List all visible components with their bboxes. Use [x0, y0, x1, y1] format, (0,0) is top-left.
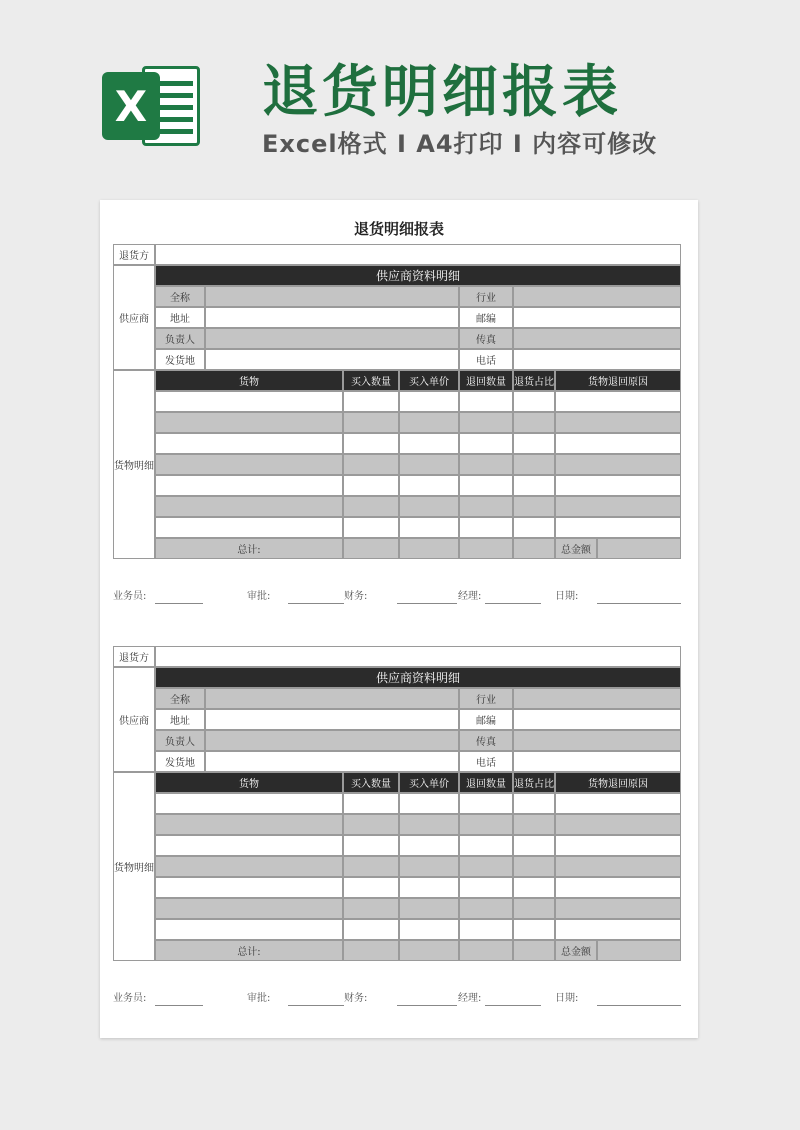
- supplier-field-label: 邮编: [459, 709, 513, 730]
- goods-cell[interactable]: [459, 475, 513, 496]
- goods-cell[interactable]: [555, 496, 681, 517]
- goods-cell[interactable]: [513, 454, 555, 475]
- supplier-field-input[interactable]: [205, 286, 459, 307]
- goods-cell[interactable]: [513, 475, 555, 496]
- goods-cell[interactable]: [155, 517, 343, 538]
- goods-cell[interactable]: [513, 793, 555, 814]
- goods-cell[interactable]: [555, 391, 681, 412]
- excel-logo: [102, 58, 202, 150]
- supplier-field-label: 传真: [459, 730, 513, 751]
- goods-cell[interactable]: [343, 835, 399, 856]
- goods-cell[interactable]: [155, 877, 343, 898]
- signature-line[interactable]: [485, 1005, 541, 1006]
- signature-line[interactable]: [485, 603, 541, 604]
- goods-cell[interactable]: [343, 898, 399, 919]
- goods-cell[interactable]: [513, 898, 555, 919]
- goods-cell[interactable]: [513, 856, 555, 877]
- goods-cell[interactable]: [399, 877, 459, 898]
- goods-cell[interactable]: [343, 412, 399, 433]
- goods-cell[interactable]: [155, 391, 343, 412]
- goods-cell[interactable]: [459, 496, 513, 517]
- goods-cell[interactable]: [343, 793, 399, 814]
- signature-line[interactable]: [597, 1005, 681, 1006]
- goods-cell[interactable]: [343, 856, 399, 877]
- goods-cell[interactable]: [459, 517, 513, 538]
- goods-cell[interactable]: [155, 835, 343, 856]
- supplier-field-input[interactable]: [513, 328, 681, 349]
- goods-column-header: 货物: [155, 370, 343, 391]
- goods-column-header: 买入数量: [343, 772, 399, 793]
- supplier-field-label: 全称: [155, 688, 205, 709]
- goods-column-header: 买入单价: [399, 772, 459, 793]
- goods-cell[interactable]: [399, 454, 459, 475]
- goods-cell[interactable]: [459, 433, 513, 454]
- supplier-field-label: 负责人: [155, 328, 205, 349]
- goods-cell[interactable]: [155, 919, 343, 940]
- goods-cell[interactable]: [459, 793, 513, 814]
- goods-cell[interactable]: [343, 814, 399, 835]
- signature-label: 经理:: [458, 591, 482, 602]
- signature-label: 经理:: [458, 993, 482, 1004]
- goods-cell[interactable]: [459, 919, 513, 940]
- supplier-field-label: 发货地: [155, 349, 205, 370]
- goods-cell[interactable]: [343, 454, 399, 475]
- signature-label: 业务员:: [113, 993, 147, 1004]
- goods-cell[interactable]: [155, 412, 343, 433]
- goods-cell[interactable]: [513, 877, 555, 898]
- supplier-section-header: 供应商资料明细: [155, 265, 681, 286]
- goods-cell[interactable]: [513, 835, 555, 856]
- supplier-field-input[interactable]: [513, 709, 681, 730]
- goods-cell[interactable]: [399, 517, 459, 538]
- supplier-field-input[interactable]: [513, 688, 681, 709]
- supplier-field-label: 电话: [459, 349, 513, 370]
- goods-cell[interactable]: [343, 919, 399, 940]
- supplier-field-label: 地址: [155, 709, 205, 730]
- goods-cell[interactable]: [513, 433, 555, 454]
- goods-column-header: 退回数量: [459, 772, 513, 793]
- total-cell[interactable]: [513, 538, 555, 559]
- goods-column-header: 退货占比: [513, 370, 555, 391]
- goods-cell[interactable]: [459, 877, 513, 898]
- goods-cell[interactable]: [399, 433, 459, 454]
- signature-line[interactable]: [155, 1005, 203, 1006]
- total-cell[interactable]: [399, 940, 459, 961]
- supplier-field-input[interactable]: [205, 349, 459, 370]
- document-page: [100, 200, 698, 1038]
- goods-cell[interactable]: [513, 391, 555, 412]
- supplier-field-input[interactable]: [205, 688, 459, 709]
- goods-label: 货物明细: [113, 772, 155, 961]
- goods-cell[interactable]: [399, 898, 459, 919]
- total-cell[interactable]: [399, 538, 459, 559]
- return-party-input[interactable]: [155, 244, 681, 265]
- goods-cell[interactable]: [555, 856, 681, 877]
- excel-x-icon: X: [102, 72, 160, 140]
- goods-cell[interactable]: [459, 898, 513, 919]
- goods-cell[interactable]: [459, 835, 513, 856]
- supplier-section-header: 供应商资料明细: [155, 667, 681, 688]
- total-cell[interactable]: [343, 940, 399, 961]
- total-amount-input[interactable]: [597, 538, 681, 559]
- goods-cell[interactable]: [555, 898, 681, 919]
- goods-cell[interactable]: [399, 391, 459, 412]
- supplier-field-label: 电话: [459, 751, 513, 772]
- goods-cell[interactable]: [399, 793, 459, 814]
- supplier-field-input[interactable]: [205, 307, 459, 328]
- supplier-field-input[interactable]: [205, 751, 459, 772]
- goods-column-header: 货物退回原因: [555, 772, 681, 793]
- supplier-label: 供应商: [113, 667, 155, 772]
- goods-cell[interactable]: [399, 856, 459, 877]
- goods-cell[interactable]: [459, 856, 513, 877]
- goods-cell[interactable]: [155, 793, 343, 814]
- signature-label: 日期:: [555, 993, 579, 1004]
- goods-cell[interactable]: [513, 412, 555, 433]
- goods-cell[interactable]: [155, 856, 343, 877]
- goods-cell[interactable]: [555, 433, 681, 454]
- supplier-field-label: 全称: [155, 286, 205, 307]
- return-party-input[interactable]: [155, 646, 681, 667]
- goods-cell[interactable]: [155, 454, 343, 475]
- total-label: 总计:: [155, 940, 343, 961]
- total-amount-input[interactable]: [597, 940, 681, 961]
- supplier-label: 供应商: [113, 265, 155, 370]
- goods-cell[interactable]: [555, 793, 681, 814]
- supplier-field-label: 发货地: [155, 751, 205, 772]
- goods-column-header: 退货占比: [513, 772, 555, 793]
- goods-cell[interactable]: [343, 877, 399, 898]
- supplier-field-label: 行业: [459, 688, 513, 709]
- supplier-field-label: 邮编: [459, 307, 513, 328]
- supplier-field-input[interactable]: [513, 730, 681, 751]
- signature-line[interactable]: [288, 603, 344, 604]
- goods-cell[interactable]: [513, 814, 555, 835]
- total-cell[interactable]: [343, 538, 399, 559]
- goods-cell[interactable]: [555, 412, 681, 433]
- total-cell[interactable]: [513, 940, 555, 961]
- supplier-field-input[interactable]: [205, 328, 459, 349]
- signature-line[interactable]: [597, 603, 681, 604]
- goods-cell[interactable]: [459, 391, 513, 412]
- goods-cell[interactable]: [343, 517, 399, 538]
- signature-label: 业务员:: [113, 591, 147, 602]
- goods-cell[interactable]: [155, 433, 343, 454]
- goods-cell[interactable]: [399, 475, 459, 496]
- goods-label: 货物明细: [113, 370, 155, 559]
- supplier-field-input[interactable]: [205, 730, 459, 751]
- supplier-field-input[interactable]: [513, 751, 681, 772]
- goods-cell[interactable]: [555, 877, 681, 898]
- goods-cell[interactable]: [155, 496, 343, 517]
- return-party-label: 退货方: [113, 244, 155, 265]
- supplier-field-input[interactable]: [513, 307, 681, 328]
- total-amount-label: 总金额: [555, 940, 597, 961]
- signature-label: 审批:: [247, 993, 271, 1004]
- supplier-field-label: 行业: [459, 286, 513, 307]
- signature-label: 日期:: [555, 591, 579, 602]
- signature-line[interactable]: [397, 603, 457, 604]
- goods-column-header: 退回数量: [459, 370, 513, 391]
- signature-row-2: [113, 989, 681, 1011]
- goods-cell[interactable]: [555, 835, 681, 856]
- goods-cell[interactable]: [343, 433, 399, 454]
- supplier-field-input[interactable]: [205, 709, 459, 730]
- goods-cell[interactable]: [155, 898, 343, 919]
- goods-cell[interactable]: [459, 814, 513, 835]
- goods-column-header: 货物退回原因: [555, 370, 681, 391]
- goods-cell[interactable]: [399, 919, 459, 940]
- signature-label: 财务:: [344, 993, 368, 1004]
- signature-label: 审批:: [247, 591, 271, 602]
- goods-cell[interactable]: [555, 814, 681, 835]
- goods-cell[interactable]: [555, 919, 681, 940]
- goods-cell[interactable]: [155, 475, 343, 496]
- goods-cell[interactable]: [399, 496, 459, 517]
- supplier-field-input[interactable]: [513, 349, 681, 370]
- supplier-field-label: 传真: [459, 328, 513, 349]
- supplier-field-label: 地址: [155, 307, 205, 328]
- return-party-label: 退货方: [113, 646, 155, 667]
- goods-cell[interactable]: [555, 454, 681, 475]
- goods-cell[interactable]: [399, 835, 459, 856]
- goods-column-header: 买入单价: [399, 370, 459, 391]
- goods-column-header: 买入数量: [343, 370, 399, 391]
- goods-column-header: 货物: [155, 772, 343, 793]
- goods-cell[interactable]: [555, 475, 681, 496]
- goods-cell[interactable]: [513, 517, 555, 538]
- goods-cell[interactable]: [459, 412, 513, 433]
- signature-row-1: [113, 587, 681, 609]
- document-title: 退货明细报表: [353, 220, 444, 238]
- total-label: 总计:: [155, 538, 343, 559]
- signature-line[interactable]: [288, 1005, 344, 1006]
- goods-cell[interactable]: [343, 391, 399, 412]
- goods-cell[interactable]: [459, 454, 513, 475]
- banner-title: 退货明细报表: [262, 60, 622, 125]
- supplier-field-input[interactable]: [513, 286, 681, 307]
- goods-cell[interactable]: [343, 496, 399, 517]
- goods-cell[interactable]: [343, 475, 399, 496]
- goods-cell[interactable]: [513, 919, 555, 940]
- goods-cell[interactable]: [513, 496, 555, 517]
- goods-cell[interactable]: [155, 814, 343, 835]
- banner-subtitle: Excel格式 I A4打印 I 内容可修改: [262, 130, 658, 158]
- total-amount-label: 总金额: [555, 538, 597, 559]
- goods-cell[interactable]: [399, 814, 459, 835]
- total-cell[interactable]: [459, 940, 513, 961]
- signature-line[interactable]: [155, 603, 203, 604]
- supplier-field-label: 负责人: [155, 730, 205, 751]
- goods-cell[interactable]: [555, 517, 681, 538]
- total-cell[interactable]: [459, 538, 513, 559]
- goods-cell[interactable]: [399, 412, 459, 433]
- signature-line[interactable]: [397, 1005, 457, 1006]
- signature-label: 财务:: [344, 591, 368, 602]
